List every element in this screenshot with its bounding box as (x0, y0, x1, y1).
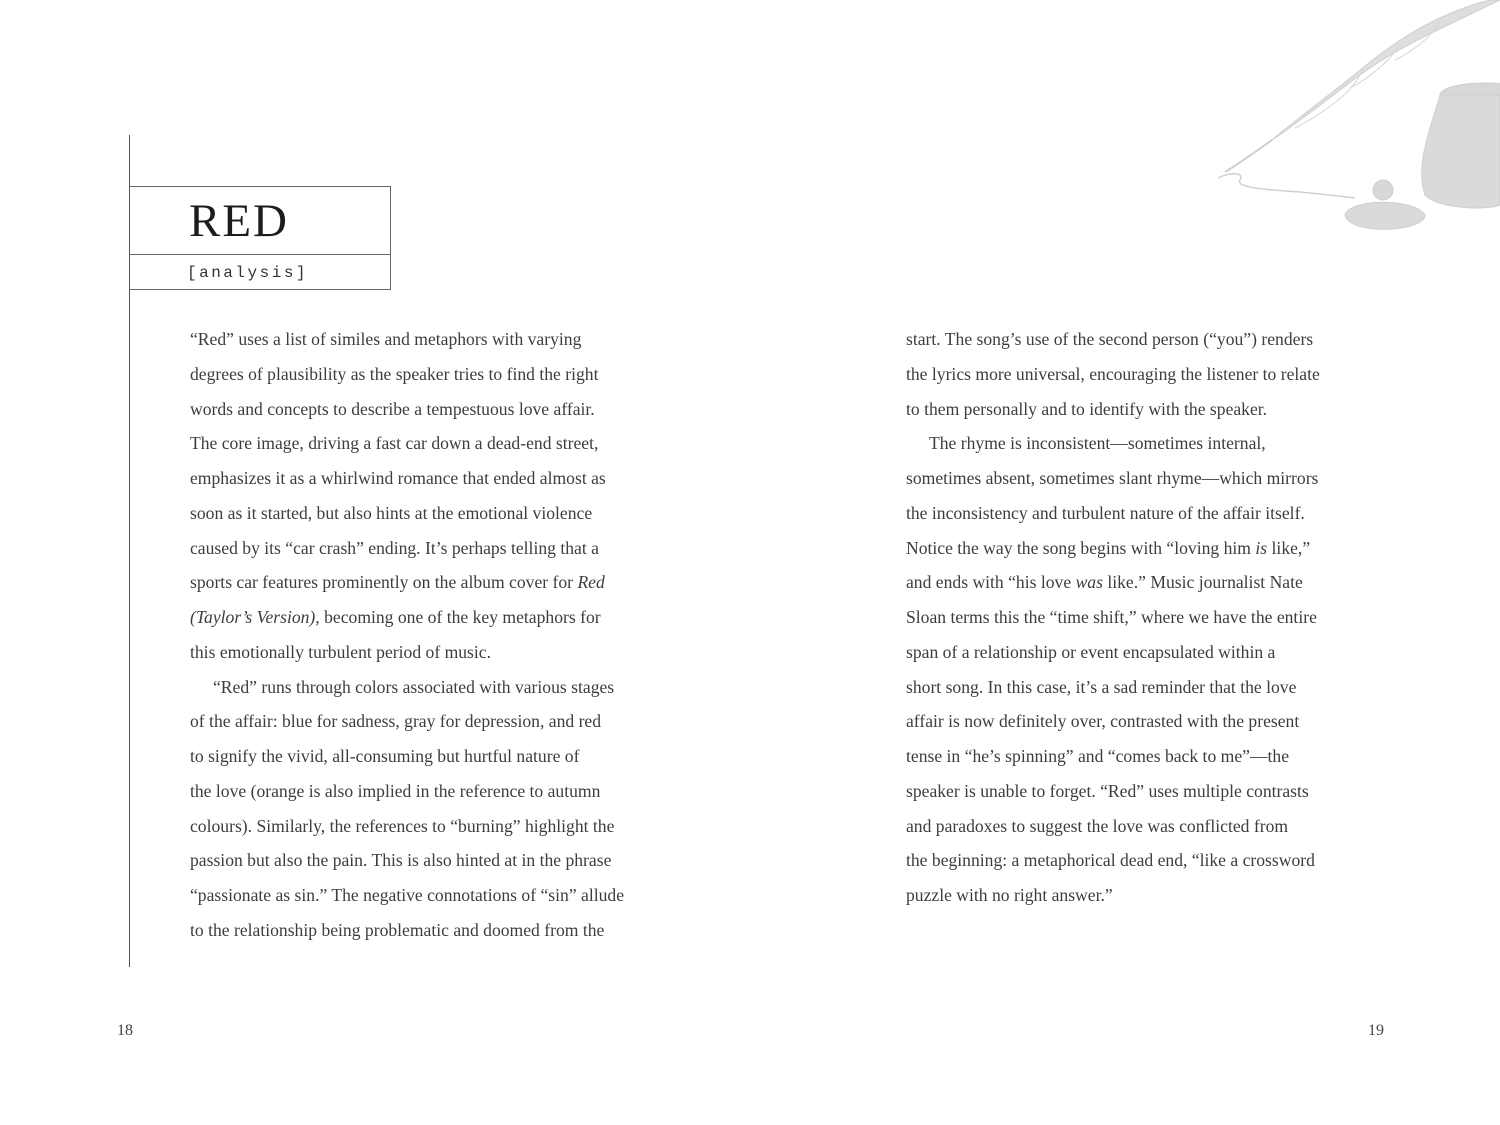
text-line: colours). Similarly, the references to “burning” highlight the (190, 815, 615, 836)
italic-run: (Taylor’s Version), (190, 607, 320, 627)
text-line: “passionate as sin.” The negative connotations of “sin” allude (190, 885, 625, 905)
quill-and-inkwell-icon (1200, 0, 1500, 250)
text-run: like.” Music journalist Nate (1102, 572, 1303, 593)
page-number-left: 18 (117, 1022, 133, 1039)
subtitle-row (129, 255, 390, 290)
text-line: degrees of plausibility as the speaker tries to find the right (190, 363, 599, 384)
text-line: the love (orange is also implied in the reference to autumn (190, 780, 601, 801)
text-line: start. The song’s use of the second person (“you”) renders (906, 329, 1314, 349)
text-line (190, 600, 640, 635)
text-line: the lyrics more universal, encouraging the listener to relate (906, 363, 1320, 384)
text-line: emphasizes it as a whirlwind romance that ended almost as (190, 468, 606, 488)
text-run: sports car features prominently on the album cover for (190, 572, 578, 593)
text-line: words and concepts to describe a tempestuous love affair. (190, 398, 595, 419)
text-line: caused by its “car crash” ending. It’s perhaps telling that a (190, 537, 599, 558)
title-row (129, 187, 390, 255)
text-line: span of a relationship or event encapsulated within a (906, 641, 1276, 662)
text-run: and ends with “his love (906, 572, 1076, 593)
text-line: the inconsistency and turbulent nature of the affair itself. (906, 502, 1305, 523)
page-number-right: 19 (1368, 1022, 1384, 1039)
text-line: The core image, driving a fast car down a dead-end street, (190, 433, 599, 454)
italic-run: is (1255, 537, 1268, 558)
text-line: The rhyme is inconsistent—sometimes internal, (929, 433, 1266, 454)
right-page-body (906, 322, 1346, 913)
text-line: the beginning: a metaphorical dead end, “like a crossword (906, 850, 1315, 871)
text-line: “Red” runs through colors associated with various stages (213, 676, 615, 697)
text-line: to them personally and to identify with the speaker. (906, 398, 1268, 419)
chapter-subtitle: [analysis] (187, 263, 309, 282)
chapter-heading-box (129, 186, 391, 290)
italic-run: was (1075, 572, 1103, 593)
text-line: affair is now definitely over, contrasted with the present (906, 711, 1300, 732)
text-line: sometimes absent, sometimes slant rhyme—which mirrors (906, 468, 1319, 488)
text-line (906, 531, 1346, 566)
text-line: tense in “he’s spinning” and “comes back to me”—the (906, 746, 1290, 766)
text-line: Sloan terms this the “time shift,” where we have the entire (906, 607, 1317, 627)
text-run: Notice the way the song begins with “loving him (906, 537, 1256, 558)
text-line: passion but also the pain. This is also hinted at in the phrase (190, 850, 612, 871)
text-line (190, 565, 640, 600)
text-run: becoming one of the key metaphors for (319, 607, 601, 627)
text-line: “Red” uses a list of similes and metaphors with varying (190, 329, 582, 349)
text-line: and paradoxes to suggest the love was conflicted from (906, 815, 1289, 836)
text-line: short song. In this case, it’s a sad reminder that the love (906, 676, 1297, 697)
text-line: this emotionally turbulent period of music. (190, 641, 492, 662)
italic-run: Red (577, 572, 605, 593)
left-page-body (190, 322, 640, 948)
chapter-title: RED (189, 195, 289, 247)
text-line: speaker is unable to forget. “Red” uses multiple contrasts (906, 780, 1309, 801)
text-run: like,” (1267, 537, 1311, 558)
text-line: of the affair: blue for sadness, gray for depression, and red (190, 711, 602, 732)
text-line (906, 565, 1346, 600)
text-line: soon as it started, but also hints at the emotional violence (190, 502, 593, 523)
text-line: to signify the vivid, all-consuming but hurtful nature of (190, 746, 580, 766)
text-line: puzzle with no right answer.” (906, 885, 1113, 905)
text-line: to the relationship being problematic and doomed from the (190, 919, 605, 940)
